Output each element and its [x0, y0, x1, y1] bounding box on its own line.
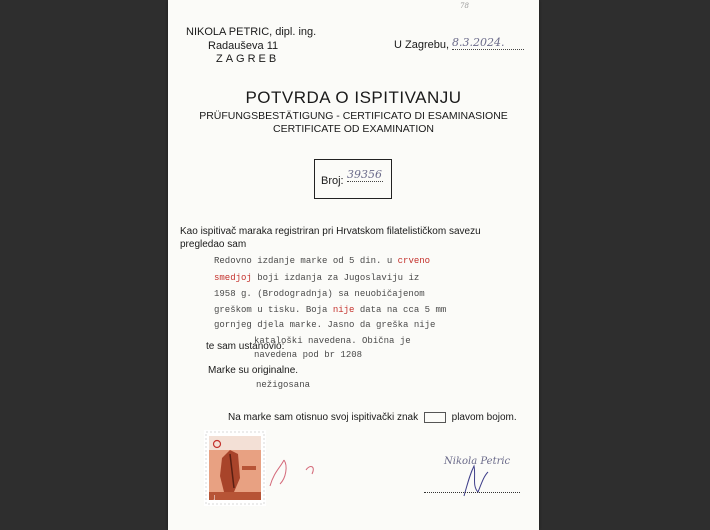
description-color-word: crveno [397, 256, 431, 266]
intro-line-2: pregledao sam [180, 239, 247, 250]
description-text: data na cca 5 mm [354, 305, 447, 315]
postage-stamp-image [204, 430, 266, 506]
stamp-note-text: plavom bojom. [451, 412, 517, 424]
signature-line [424, 492, 520, 493]
originals-label: Marke su originalne. [208, 365, 299, 376]
corner-pencil-mark: 78 [460, 2, 469, 10]
description-emphasis: nije [332, 305, 355, 315]
number-value: 39356 [347, 168, 382, 181]
description-line-7: navedena pod br 1208 [254, 350, 363, 360]
signature-name: Nikola Petric [444, 456, 511, 467]
originals-status: nežigosana [256, 380, 311, 390]
intro-line-1: Kao ispitivač maraka registriran pri Hrvatskom filatelističkom savezu [180, 226, 481, 237]
number-box [314, 159, 392, 199]
document-subtitle-2: CERTIFICATE OD EXAMINATION [272, 123, 434, 135]
stamp-note-text: Na marke sam otisnuo svoj ispitivački znak [228, 412, 419, 424]
description-color-word: smedjoj [214, 273, 252, 283]
description-text: greškom u tisku. Boja [214, 305, 333, 315]
date-value: 8.3.2024. [452, 36, 524, 50]
issuer-name: NIKOLA PETRIC, dipl. ing. [186, 26, 317, 38]
description-line-5: gornjeg djela marke. Jasno da greška nije [214, 320, 436, 330]
stamp-note [228, 412, 517, 423]
pencil-scribble-icon [266, 450, 326, 490]
description-line-1 [214, 256, 430, 266]
place-label: U Zagrebu, [394, 39, 450, 51]
svg-text:J: J [214, 495, 216, 501]
document-title: POTVRDA O ISPITIVANJU [245, 88, 462, 107]
description-line-6: katalоški navedena. Obična je [254, 336, 411, 346]
certificate-page [168, 0, 539, 530]
description-text: Redovno izdanje marke od 5 din. u [214, 256, 398, 266]
examiner-mark-box [424, 412, 446, 423]
found-label: te sam ustanovio: [206, 341, 285, 352]
number-label: Broj: [321, 175, 344, 187]
issuer-city: ZAGREB [216, 53, 280, 65]
document-subtitle-1: PRÜFUNGSBESTÄTIGUNG - CERTIFICATO DI ESAMINASIONE [199, 110, 508, 122]
issuer-street: Radauševa 11 [208, 40, 279, 52]
description-line-4 [214, 305, 446, 315]
description-line-3: 1958 g. (Brodogradnja) sa neuobičajenom [214, 289, 425, 299]
description-text: boji izdanja za Jugoslaviju iz [251, 273, 420, 283]
description-line-2 [214, 273, 419, 283]
